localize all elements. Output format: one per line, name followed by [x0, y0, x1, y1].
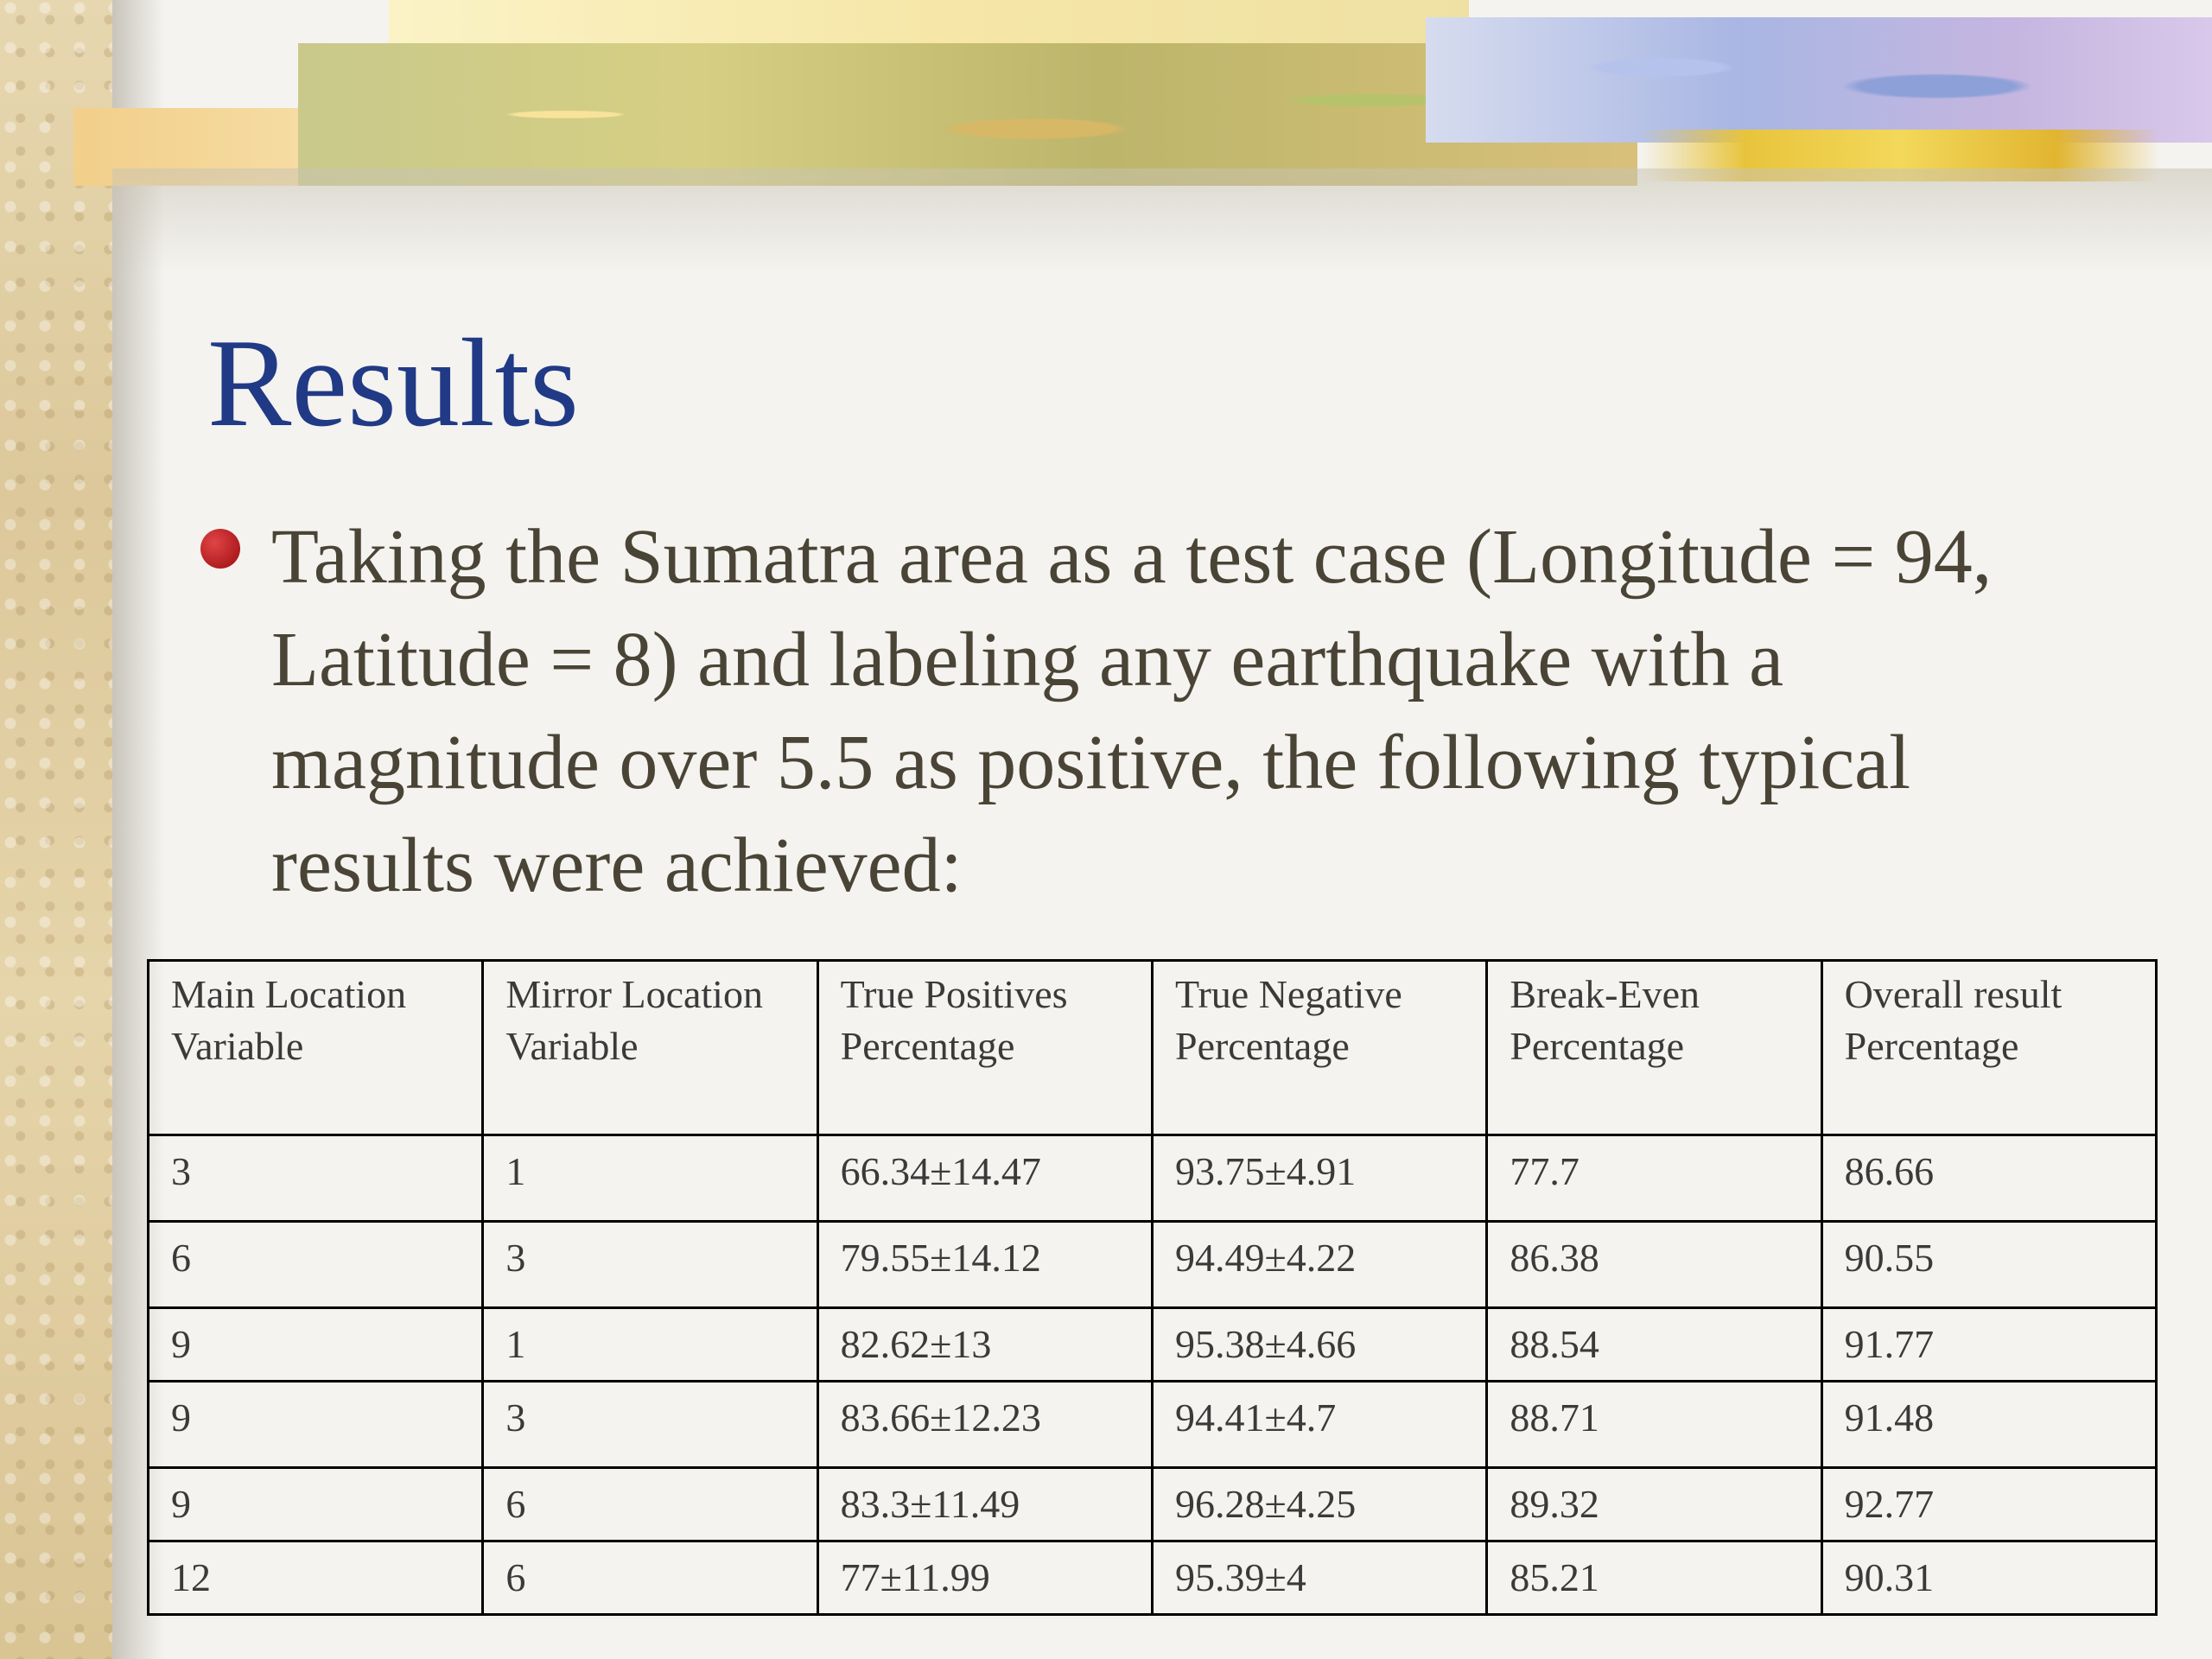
slide-title: Results — [207, 313, 579, 453]
table-cell: 95.39±4 — [1152, 1541, 1486, 1615]
table-cell: 66.34±14.47 — [817, 1135, 1152, 1222]
table-cell: 82.62±13 — [817, 1308, 1152, 1382]
table-cell: 9 — [149, 1468, 483, 1541]
table-cell: 95.38±4.66 — [1152, 1308, 1486, 1382]
table-row — [149, 1222, 2157, 1308]
bullet-text: Taking the Sumatra area as a test case (Longitude = 94, Latitude = 8) and labeling any earthquake with a magnitude over 5.5 as positive, the following typical results were achieved: — [271, 514, 1993, 908]
header-mirror-location: Mirror Location Variable — [483, 961, 817, 1135]
header-overall-result: Overall result Percentage — [1821, 961, 2156, 1135]
header-true-positives: True Positives Percentage — [817, 961, 1152, 1135]
table-cell: 83.3±11.49 — [817, 1468, 1152, 1541]
table-cell: 94.49±4.22 — [1152, 1222, 1486, 1308]
table-cell: 90.31 — [1821, 1541, 2156, 1615]
table-cell: 1 — [483, 1135, 817, 1222]
table-cell: 86.66 — [1821, 1135, 2156, 1222]
table-row — [149, 1382, 2157, 1468]
header-banner — [0, 0, 2212, 186]
header-break-even: Break-Even Percentage — [1487, 961, 1821, 1135]
header-true-negative: True Negative Percentage — [1152, 961, 1486, 1135]
table-cell: 90.55 — [1821, 1222, 2156, 1308]
table-cell: 77±11.99 — [817, 1541, 1152, 1615]
table-cell: 1 — [483, 1308, 817, 1382]
table-cell: 91.48 — [1821, 1382, 2156, 1468]
results-table — [147, 959, 2158, 1616]
table-row — [149, 1468, 2157, 1541]
table-cell: 9 — [149, 1382, 483, 1468]
table-cell: 86.38 — [1487, 1222, 1821, 1308]
table-cell: 85.21 — [1487, 1541, 1821, 1615]
left-decorative-strip — [0, 0, 112, 1659]
banner-shadow — [112, 168, 2212, 272]
table-cell: 91.77 — [1821, 1308, 2156, 1382]
table-cell: 77.7 — [1487, 1135, 1821, 1222]
table-cell: 6 — [483, 1541, 817, 1615]
banner-tile-blue-flowers — [1426, 17, 2212, 143]
table-cell: 89.32 — [1487, 1468, 1821, 1541]
table-cell: 3 — [483, 1222, 817, 1308]
header-main-location: Main Location Variable — [149, 961, 483, 1135]
table-cell: 93.75±4.91 — [1152, 1135, 1486, 1222]
table-cell: 6 — [149, 1222, 483, 1308]
table-cell: 12 — [149, 1541, 483, 1615]
table-cell: 88.71 — [1487, 1382, 1821, 1468]
table-cell: 94.41±4.7 — [1152, 1382, 1486, 1468]
table-row — [149, 1135, 2157, 1222]
bullet-dot-icon — [200, 529, 240, 569]
table-cell: 79.55±14.12 — [817, 1222, 1152, 1308]
table-row — [149, 1541, 2157, 1615]
table-header-row — [149, 961, 2157, 1135]
table-cell: 6 — [483, 1468, 817, 1541]
table-cell: 3 — [149, 1135, 483, 1222]
table-cell: 96.28±4.25 — [1152, 1468, 1486, 1541]
table-cell: 83.66±12.23 — [817, 1382, 1152, 1468]
table-row — [149, 1308, 2157, 1382]
table-cell: 88.54 — [1487, 1308, 1821, 1382]
table-cell: 3 — [483, 1382, 817, 1468]
banner-tile-cream — [389, 0, 1469, 48]
table-cell: 92.77 — [1821, 1468, 2156, 1541]
table-cell: 9 — [149, 1308, 483, 1382]
